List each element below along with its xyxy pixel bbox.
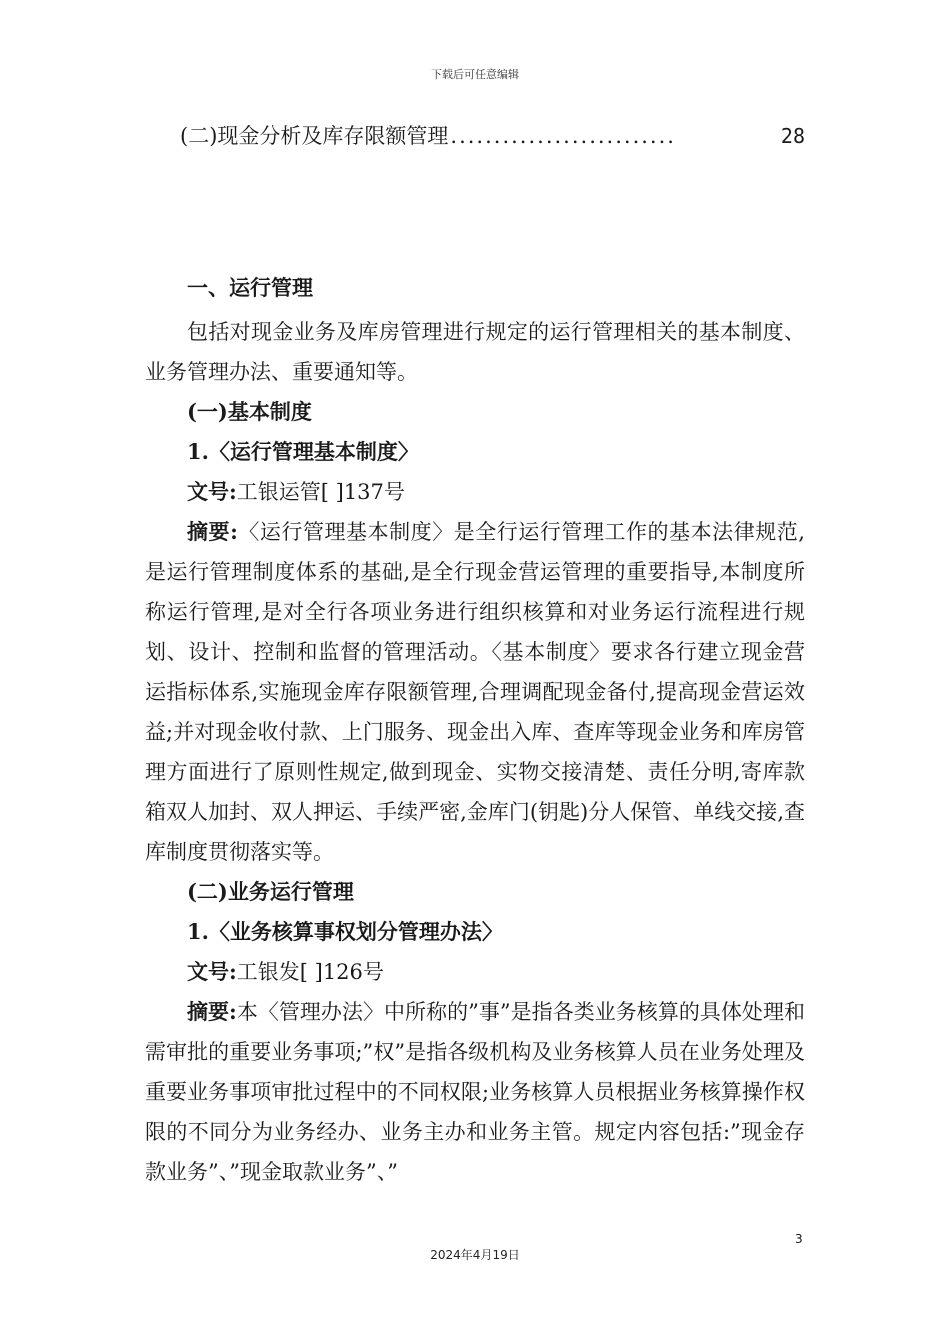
item-title-basic-regulation: 1.〈运行管理基本制度〉 [187,439,419,464]
doc-number-value: 工银发[ ]126号 [236,960,384,984]
page-number: 3 [795,1232,803,1246]
toc-entry-label: (二)现金分析及库存限额管理 [180,124,449,148]
doc-number-line [145,952,805,992]
toc-entry[interactable] [180,120,805,154]
doc-number-value: 工银运管[ ]137号 [236,480,405,504]
abstract-label: 摘要: [187,519,238,544]
page-header: 下载后可任意编辑 [431,68,519,81]
document-body [145,268,805,1192]
subsection-heading-operation: (二)业务运行管理 [187,879,354,904]
section-heading: 一、运行管理 [187,275,313,300]
subsection-heading-basic: (一)基本制度 [187,399,312,424]
section-intro: 包括对现金业务及库房管理进行规定的运行管理相关的基本制度、业务管理办法、重要通知等。 [145,320,805,384]
page-footer-date: 2024年4月19日 [430,1248,520,1262]
doc-number-label: 文号: [187,959,237,984]
toc-page-number: 28 [780,124,805,148]
abstract-label: 摘要: [187,999,237,1024]
doc-number-line [145,472,805,512]
doc-number-label: 文号: [187,479,237,504]
abstract-text: 〈运行管理基本制度〉是全行运行管理工作的基本法律规范,是运行管理制度体系的基础,是全行现金营运管理的重要指导,本制度所称运行管理,是对全行各项业务进行组织核算和对业务运行流程进行规划、设计、控制和监督的管理活动。〈基本制度〉要求各行建立现金营运指标体系,实施现金库存限额管理,合理调配现金备付,提高现金营运效益;并对现金收付款、上门服务、现金出入库、查库等现金业务和库房管理方面进行了原则性规定,做到现金、实物交接清楚、责任分明,寄库款箱双人加封、双人押运、手续严密,金库门(钥匙)分人保管、单线交接,查库制度贯彻落实等。 [145,520,805,864]
abstract-paragraph [145,512,805,872]
abstract-paragraph [145,992,805,1192]
toc-leader-dots: .......................... [450,124,676,148]
item-title-authority-division: 1.〈业务核算事权划分管理办法〉 [187,919,503,944]
abstract-text: 本〈管理办法〉中所称的”事”是指各类业务核算的具体处理和需审批的重要业务事项;”权”是指各级机构及业务核算人员在业务处理及重要业务事项审批过程中的不同权限;业务核算人员根据业务核算操作权限的不同分为业务经办、业务主办和业务主管。规定内容包括:”现金存款业务”、”现金取款业务”、” [145,1000,805,1184]
